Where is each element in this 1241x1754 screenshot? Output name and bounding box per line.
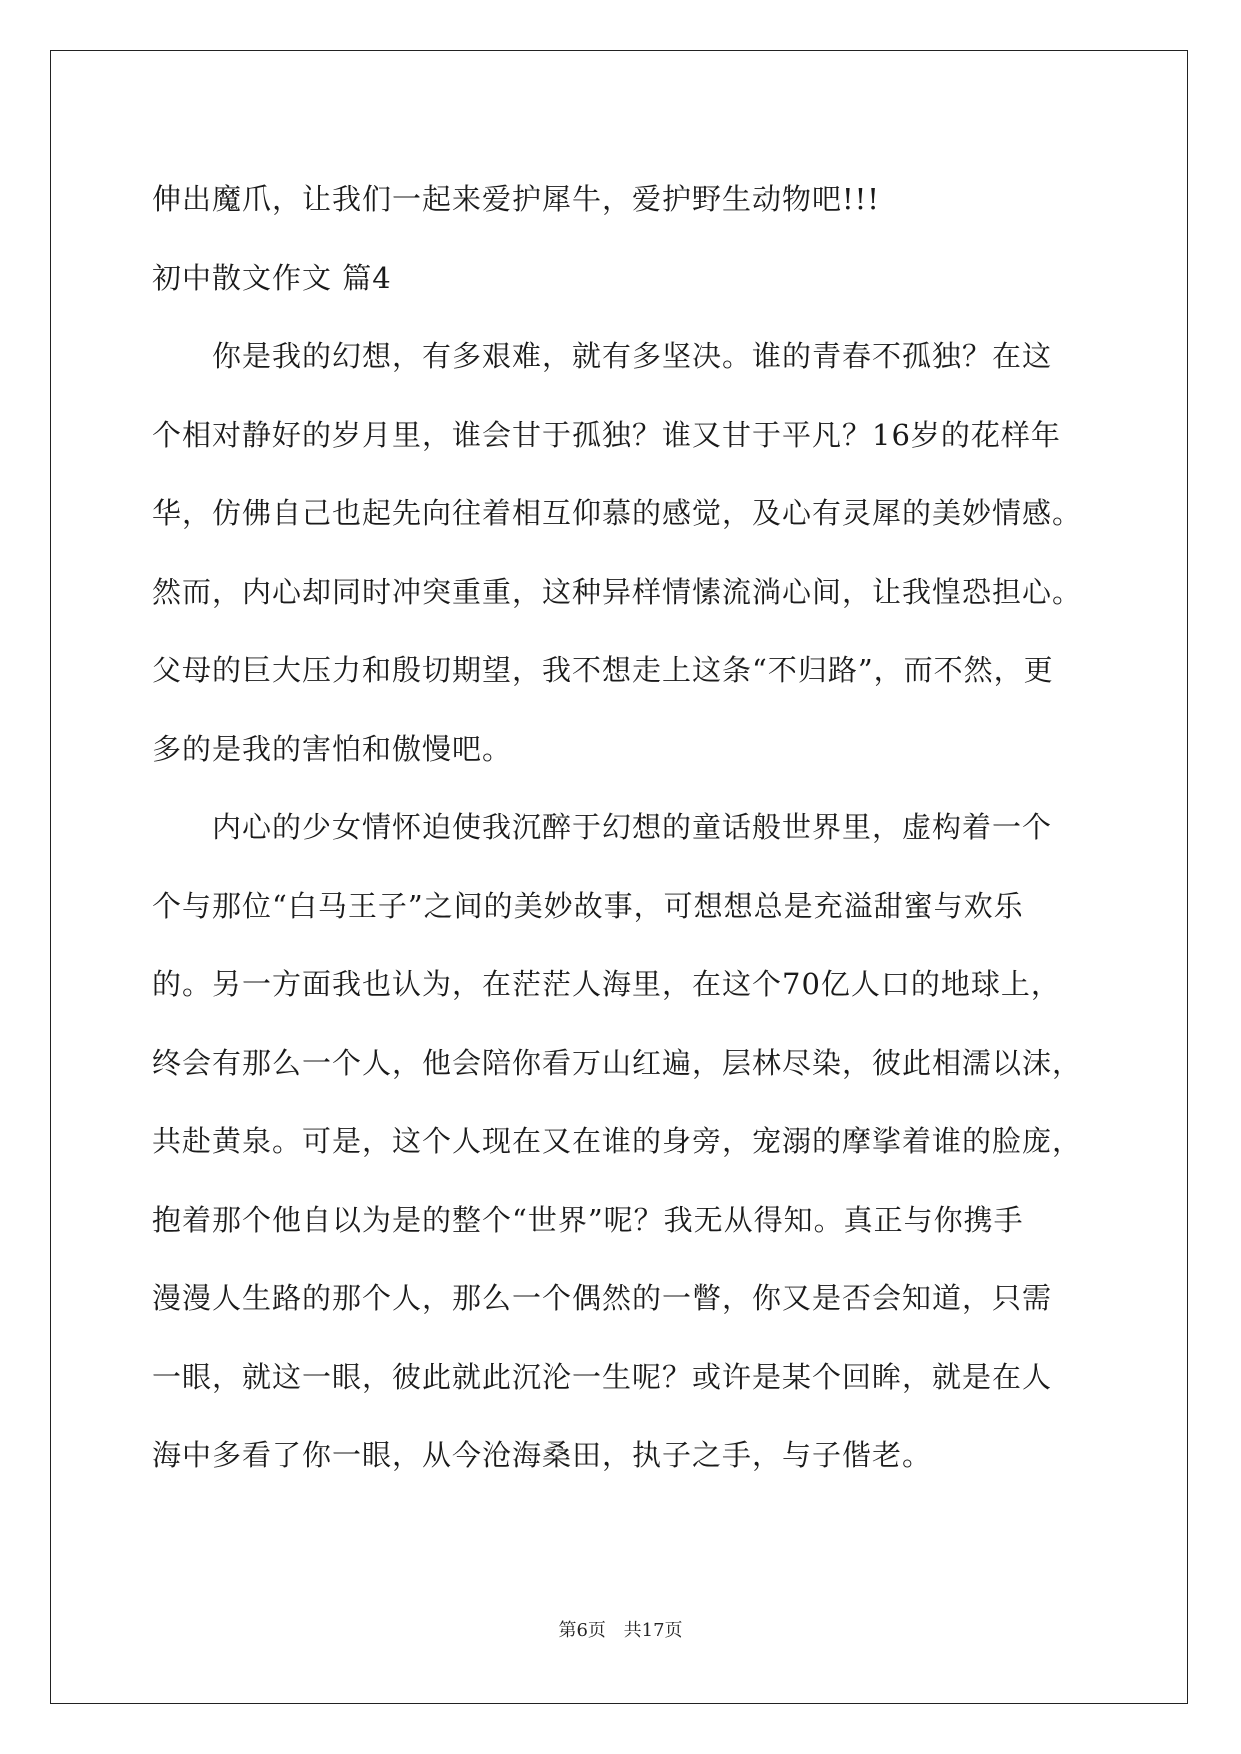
text-line: 华，仿佛自己也起先向往着相互仰慕的感觉，及心有灵犀的美妙情感。: [152, 496, 1083, 530]
section-heading: 初中散文作文 篇4: [152, 260, 392, 295]
text-line: 共赴黄泉。可是，这个人现在又在谁的身旁，宠溺的摩挲着谁的脸庞，: [152, 1124, 1083, 1158]
document-body: [152, 160, 1092, 1495]
text-line: 海中多看了你一眼，从今沧海桑田，执子之手，与子偕老。: [152, 1438, 933, 1472]
text-line: 父母的巨大压力和殷切期望，我不想走上这条“不归路”，而不然，更: [152, 653, 1054, 687]
page-footer: [0, 1616, 1241, 1642]
text-line: 个相对静好的岁月里，谁会甘于孤独？谁又甘于平凡？16岁的花样年: [152, 417, 1061, 452]
text-line: 内心的少女情怀迫使我沉醉于幻想的童话般世界里，虚构着一个: [152, 810, 1053, 844]
text-line: 抱着那个他自以为是的整个“世界”呢？我无从得知。真正与你携手: [152, 1202, 1024, 1237]
text-line: 伸出魔爪，让我们一起来爱护犀牛，爱护野生动物吧!!!: [152, 182, 880, 216]
text-line: 你是我的幻想，有多艰难，就有多坚决。谁的青春不孤独？在这: [152, 339, 1053, 373]
text-line: 然而，内心却同时冲突重重，这种异样情愫流淌心间，让我惶恐担心。: [152, 574, 1083, 609]
text-line: 个与那位“白马王子”之间的美妙故事，可想想总是充溢甜蜜与欢乐: [152, 888, 1024, 923]
page-number: 第6页: [558, 1620, 606, 1641]
page-total: 共17页: [623, 1620, 683, 1641]
text-line: 漫漫人生路的那个人，那么一个偶然的一瞥，你又是否会知道，只需: [152, 1281, 1053, 1315]
text-line: 一眼，就这一眼，彼此就此沉沦一生呢？或许是某个回眸，就是在人: [152, 1359, 1053, 1394]
text-line: 终会有那么一个人，他会陪你看万山红遍，层林尽染，彼此相濡以沫，: [152, 1045, 1083, 1080]
text-line: 多的是我的害怕和傲慢吧。: [152, 731, 513, 766]
text-line: 的。另一方面我也认为，在茫茫人海里，在这个70亿人口的地球上，: [152, 967, 1061, 1001]
